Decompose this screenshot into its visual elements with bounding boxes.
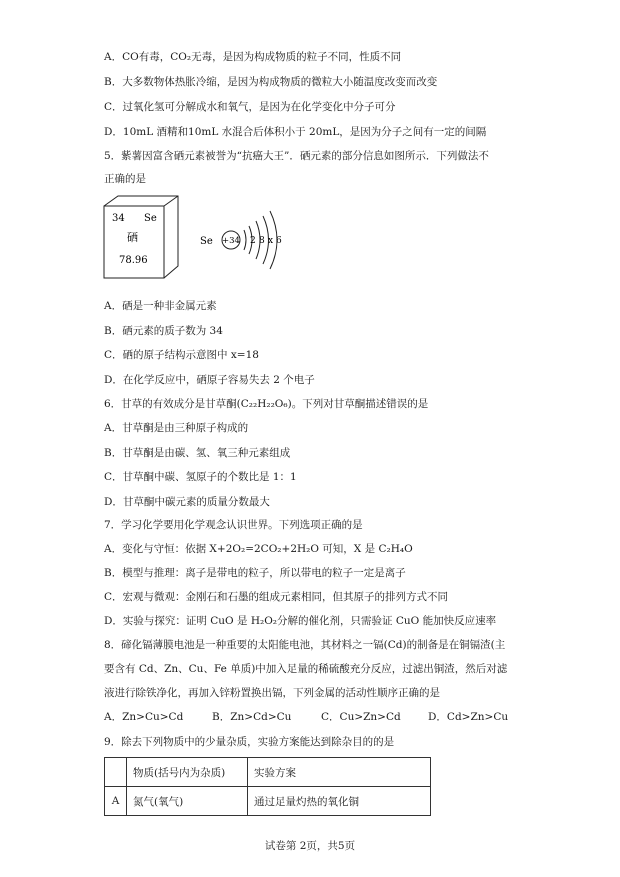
element-symbol: Se — [144, 213, 157, 224]
table-header-cell: 实验方案 — [248, 758, 431, 787]
shell-2-electrons: 8 — [259, 236, 265, 246]
table-cell: 通过足量灼热的氧化铜 — [248, 787, 431, 816]
q7-option-d: D．实验与探究：证明 CuO 是 H₂O₂分解的催化剂，只需验证 CuO 能加快反应速率 — [104, 615, 497, 627]
q7-option-b: B．模型与推理：离子是带电的粒子，所以带电的粒子一定是离子 — [104, 567, 406, 579]
q8-option-a: A．Zn>Cu>Cd — [104, 711, 184, 723]
atom-structure-diagram — [200, 211, 282, 269]
q8-stem-line1: 8．碲化镉薄膜电池是一种重要的太阳能电池，其材料之一镉(Cd)的制备是在铜镉渣(主 — [104, 639, 506, 651]
q5-option-b: B．硒元素的质子数为 34 — [104, 325, 223, 337]
q8-option-b: B．Zn>Cd>Cu — [212, 711, 292, 723]
q6-option-b: B．甘草酮是由碳、氢、氧三种元素组成 — [104, 447, 291, 459]
q7-option-a: A．变化与守恒：依据 X+2O₂=2CO₂+2H₂O 可知，X 是 C₂H₄O — [104, 543, 413, 555]
element-number: 34 — [112, 213, 125, 224]
q4-option-c: C．过氧化氢可分解成水和氧气，是因为在化学变化中分子可分 — [104, 101, 396, 113]
q9-table — [104, 757, 431, 816]
shell-3-electrons: x — [268, 236, 274, 246]
q6-option-d: D．甘草酮中碳元素的质量分数最大 — [104, 496, 270, 508]
table-cell: A — [105, 787, 127, 816]
atom-symbol: Se — [200, 236, 213, 247]
q4-option-d: D．10mL 酒精和10mL 水混合后体积小于 20mL，是因为分子之间有一定的间隔 — [104, 126, 487, 138]
q7-stem: 7．学习化学要用化学观念认识世界。下列选项正确的是 — [104, 519, 363, 531]
q9-stem: 9．除去下列物质中的少量杂质，实验方案能达到除杂目的的是 — [104, 736, 395, 748]
q4-option-a: A．CO有毒，CO₂无毒，是因为构成物质的粒子不同，性质不同 — [104, 51, 402, 63]
table-header-cell — [105, 758, 127, 787]
q7-option-c: C．宏观与微观：金刚石和石墨的组成元素相同，但其原子的排列方式不同 — [104, 591, 449, 603]
q8-option-c: C．Cu>Zn>Cd — [321, 711, 401, 723]
selenium-figure — [100, 194, 300, 284]
shell-4-electrons: 6 — [276, 236, 282, 246]
element-name: 硒 — [127, 231, 138, 244]
table-row — [105, 787, 431, 816]
table-cell: 氮气(氧气) — [127, 787, 248, 816]
q5-stem-line2: 正确的是 — [104, 173, 146, 185]
element-mass: 78.96 — [119, 255, 148, 266]
q5-option-c: C．硒的原子结构示意图中 x=18 — [104, 349, 259, 361]
q8-stem-line3: 液进行除铁净化，再加入锌粉置换出镉，下列金属的活动性顺序正确的是 — [104, 687, 440, 699]
q6-option-c: C．甘草酮中碳、氢原子的个数比是 1：1 — [104, 471, 297, 483]
table-header-row — [105, 758, 431, 787]
element-cell — [104, 196, 178, 278]
q8-option-d: D．Cd>Zn>Cu — [428, 711, 509, 723]
shell-1-electrons: 2 — [250, 236, 256, 246]
nucleus-charge: +34 — [222, 236, 240, 246]
q5-stem-line1: 5．紫薯因富含硒元素被誉为“抗癌大王”．硒元素的部分信息如图所示．下列做法不 — [104, 150, 489, 162]
q6-stem: 6．甘草的有效成分是甘草酮(C₂₂H₂₂O₆)。下列对甘草酮描述错误的是 — [104, 398, 429, 410]
q5-option-d: D．在化学反应中，硒原子容易失去 2 个电子 — [104, 374, 315, 386]
q5-option-a: A．硒是一种非金属元素 — [104, 300, 217, 312]
page-footer: 试卷第 2页，共5页 — [264, 840, 356, 852]
table-header-cell: 物质(括号内为杂质) — [127, 758, 248, 787]
q8-stem-line2: 要含有 Cd、Zn、Cu、Fe 单质)中加入足量的稀硫酸充分反应，过滤出铜渣，然后对滤 — [104, 663, 508, 675]
q6-option-a: A．甘草酮是由三种原子构成的 — [104, 422, 249, 434]
q4-option-b: B．大多数物体热胀冷缩，是因为构成物质的微粒大小随温度改变而改变 — [104, 76, 438, 88]
